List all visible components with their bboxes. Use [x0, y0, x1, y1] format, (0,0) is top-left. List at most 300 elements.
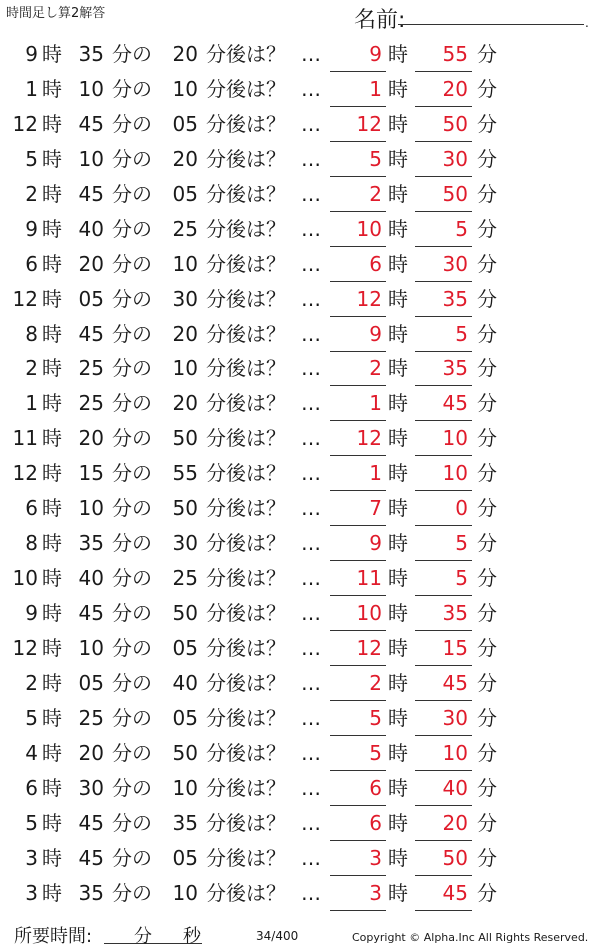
start-hour: 1 — [25, 391, 38, 416]
ellipsis: … — [301, 740, 321, 765]
answer-minute: 50 — [442, 111, 468, 136]
start-hour: 1 — [25, 76, 38, 101]
start-hour: 6 — [25, 251, 38, 276]
answer-hour-line — [330, 770, 386, 771]
hour-unit: 時 — [42, 496, 62, 521]
minute-of-unit: 分の — [112, 670, 152, 695]
problem-row — [0, 842, 600, 877]
minute-of-unit: 分の — [112, 216, 152, 241]
hour-unit: 時 — [42, 740, 62, 765]
minute-of-unit: 分の — [112, 740, 152, 765]
start-minute: 45 — [78, 111, 104, 136]
hour-unit: 時 — [42, 111, 62, 136]
answer-hour-line — [330, 281, 386, 282]
answer-hour-line — [330, 316, 386, 317]
after-question: 分後は？ — [206, 601, 286, 625]
problem-row — [0, 73, 600, 108]
answer-hour: 12 — [356, 286, 382, 311]
answer-hour-line — [330, 141, 386, 142]
answer-hour-line — [330, 106, 386, 107]
minute-of-unit: 分の — [112, 601, 152, 625]
answer-minute-line — [415, 106, 472, 107]
answer-minute-line — [415, 700, 472, 701]
hour-unit: 時 — [42, 670, 62, 695]
after-question: 分後は？ — [206, 705, 286, 730]
start-hour: 6 — [25, 496, 38, 521]
ellipsis: … — [301, 356, 321, 381]
answer-hour-line — [330, 805, 386, 806]
answer-hour-line — [330, 385, 386, 386]
answer-minute-line — [415, 840, 472, 841]
start-minute: 10 — [78, 76, 104, 101]
problem-row — [0, 38, 600, 73]
answer-hour: 12 — [356, 111, 382, 136]
hour-unit: 時 — [42, 76, 62, 101]
answer-hour: 1 — [369, 461, 382, 486]
problem-row — [0, 877, 600, 912]
answer-minute-unit: 分 — [477, 635, 497, 660]
answer-minute-unit: 分 — [477, 880, 497, 905]
start-minute: 30 — [78, 775, 104, 800]
after-question: 分後は？ — [206, 42, 286, 66]
start-minute: 35 — [78, 880, 104, 905]
added-minutes: 10 — [172, 356, 198, 381]
answer-minute-line — [415, 560, 472, 561]
after-question: 分後は？ — [206, 531, 286, 556]
hour-unit: 時 — [42, 321, 62, 346]
start-minute: 20 — [78, 740, 104, 765]
ellipsis: … — [301, 42, 321, 66]
added-minutes: 10 — [172, 251, 198, 276]
minute-of-unit: 分の — [112, 566, 152, 591]
ellipsis: … — [301, 880, 321, 905]
minute-of-unit: 分の — [112, 775, 152, 800]
answer-minute: 35 — [442, 356, 468, 381]
start-hour: 9 — [25, 601, 38, 625]
minute-of-unit: 分の — [112, 496, 152, 521]
answer-hour-unit: 時 — [388, 845, 408, 870]
minute-of-unit: 分の — [112, 111, 152, 136]
added-minutes: 10 — [172, 880, 198, 905]
answer-hour-unit: 時 — [388, 705, 408, 730]
minute-of-unit: 分の — [112, 356, 152, 381]
answer-hour-unit: 時 — [388, 775, 408, 800]
answer-minute: 15 — [442, 635, 468, 660]
answer-minute-unit: 分 — [477, 496, 497, 521]
answer-minute: 30 — [442, 251, 468, 276]
answer-minute: 5 — [455, 216, 468, 241]
start-minute: 40 — [78, 566, 104, 591]
answer-minute-unit: 分 — [477, 321, 497, 346]
answer-minute: 5 — [455, 566, 468, 591]
answer-minute-line — [415, 735, 472, 736]
minute-of-unit: 分の — [112, 461, 152, 486]
answer-minute-line — [415, 910, 472, 911]
ellipsis: … — [301, 705, 321, 730]
name-label: 名前: — [354, 8, 406, 33]
start-hour: 5 — [25, 810, 38, 835]
start-hour: 11 — [12, 426, 38, 451]
hour-unit: 時 — [42, 461, 62, 486]
answer-hour-unit: 時 — [388, 216, 408, 241]
problem-row — [0, 143, 600, 178]
start-hour: 9 — [25, 42, 38, 66]
answer-minute: 5 — [455, 531, 468, 556]
start-hour: 8 — [25, 321, 38, 346]
start-minute: 45 — [78, 321, 104, 346]
answer-hour-unit: 時 — [388, 321, 408, 346]
answer-minute-line — [415, 141, 472, 142]
answer-hour-line — [330, 665, 386, 666]
ellipsis: … — [301, 461, 321, 486]
answer-hour: 5 — [369, 705, 382, 730]
problem-row — [0, 632, 600, 667]
start-minute: 10 — [78, 496, 104, 521]
ellipsis: … — [301, 426, 321, 451]
after-question: 分後は？ — [206, 810, 286, 835]
hour-unit: 時 — [42, 601, 62, 625]
answer-hour-unit: 時 — [388, 42, 408, 66]
added-minutes: 05 — [172, 181, 198, 206]
hour-unit: 時 — [42, 286, 62, 311]
after-question: 分後は？ — [206, 496, 286, 521]
added-minutes: 20 — [172, 321, 198, 346]
start-hour: 9 — [25, 216, 38, 241]
answer-minute-line — [415, 805, 472, 806]
answer-hour-line — [330, 246, 386, 247]
copyright: Copyright © Alpha.Inc All Rights Reserved. — [352, 931, 589, 944]
start-minute: 05 — [78, 670, 104, 695]
answer-hour-unit: 時 — [388, 810, 408, 835]
problem-row — [0, 318, 600, 353]
start-minute: 25 — [78, 705, 104, 730]
start-hour: 5 — [25, 705, 38, 730]
after-question: 分後は？ — [206, 670, 286, 695]
added-minutes: 50 — [172, 496, 198, 521]
worksheet-title: 時間足し算2解答 — [6, 6, 106, 21]
answer-minute-line — [415, 630, 472, 631]
hour-unit: 時 — [42, 880, 62, 905]
problem-row — [0, 352, 600, 387]
answer-minute-unit: 分 — [477, 356, 497, 381]
minute-of-unit: 分の — [112, 845, 152, 870]
start-minute: 45 — [78, 845, 104, 870]
problem-list — [0, 38, 600, 911]
ellipsis: … — [301, 181, 321, 206]
ellipsis: … — [301, 810, 321, 835]
after-question: 分後は？ — [206, 181, 286, 206]
start-hour: 2 — [25, 356, 38, 381]
answer-minute-unit: 分 — [477, 286, 497, 311]
answer-hour: 1 — [369, 391, 382, 416]
after-question: 分後は？ — [206, 461, 286, 486]
answer-minute-line — [415, 176, 472, 177]
answer-hour-unit: 時 — [388, 461, 408, 486]
start-minute: 25 — [78, 356, 104, 381]
added-minutes: 50 — [172, 601, 198, 625]
answer-minute: 50 — [442, 181, 468, 206]
minute-of-unit: 分の — [112, 251, 152, 276]
answer-minute: 45 — [442, 670, 468, 695]
after-question: 分後は？ — [206, 775, 286, 800]
problem-row — [0, 702, 600, 737]
problem-row — [0, 667, 600, 702]
answer-minute: 10 — [442, 461, 468, 486]
hour-unit: 時 — [42, 426, 62, 451]
answer-hour-unit: 時 — [388, 601, 408, 625]
start-hour: 2 — [25, 670, 38, 695]
start-hour: 10 — [12, 566, 38, 591]
problem-row — [0, 807, 600, 842]
time-minute-unit: 分 — [134, 926, 152, 947]
start-hour: 12 — [12, 635, 38, 660]
start-minute: 20 — [78, 426, 104, 451]
added-minutes: 05 — [172, 111, 198, 136]
time-required-label: 所要時間: — [14, 926, 93, 947]
hour-unit: 時 — [42, 356, 62, 381]
hour-unit: 時 — [42, 775, 62, 800]
answer-minute-unit: 分 — [477, 705, 497, 730]
minute-of-unit: 分の — [112, 321, 152, 346]
hour-unit: 時 — [42, 531, 62, 556]
answer-minute-line — [415, 246, 472, 247]
minute-of-unit: 分の — [112, 391, 152, 416]
start-hour: 12 — [12, 461, 38, 486]
hour-unit: 時 — [42, 845, 62, 870]
answer-hour-unit: 時 — [388, 531, 408, 556]
start-minute: 45 — [78, 181, 104, 206]
problem-row — [0, 213, 600, 248]
ellipsis: … — [301, 496, 321, 521]
hour-unit: 時 — [42, 810, 62, 835]
start-minute: 40 — [78, 216, 104, 241]
answer-hour: 2 — [369, 181, 382, 206]
answer-hour-unit: 時 — [388, 76, 408, 101]
start-minute: 35 — [78, 42, 104, 66]
after-question: 分後は？ — [206, 845, 286, 870]
answer-hour-unit: 時 — [388, 391, 408, 416]
added-minutes: 05 — [172, 705, 198, 730]
answer-hour: 9 — [369, 531, 382, 556]
answer-minute-unit: 分 — [477, 42, 497, 66]
answer-hour-line — [330, 560, 386, 561]
answer-minute-unit: 分 — [477, 216, 497, 241]
start-hour: 6 — [25, 775, 38, 800]
answer-hour-unit: 時 — [388, 566, 408, 591]
added-minutes: 05 — [172, 845, 198, 870]
after-question: 分後は？ — [206, 356, 286, 381]
answer-minute-line — [415, 455, 472, 456]
answer-hour-line — [330, 420, 386, 421]
answer-hour: 5 — [369, 146, 382, 171]
answer-minute-line — [415, 385, 472, 386]
answer-hour: 9 — [369, 42, 382, 66]
answer-minute-unit: 分 — [477, 601, 497, 625]
answer-minute-unit: 分 — [477, 670, 497, 695]
answer-hour-line — [330, 875, 386, 876]
answer-minute-line — [415, 316, 472, 317]
ellipsis: … — [301, 251, 321, 276]
added-minutes: 30 — [172, 531, 198, 556]
answer-hour-unit: 時 — [388, 740, 408, 765]
problem-row — [0, 597, 600, 632]
added-minutes: 30 — [172, 286, 198, 311]
answer-hour-unit: 時 — [388, 111, 408, 136]
answer-minute-unit: 分 — [477, 845, 497, 870]
after-question: 分後は？ — [206, 111, 286, 136]
after-question: 分後は？ — [206, 76, 286, 101]
answer-minute: 20 — [442, 810, 468, 835]
answer-hour: 1 — [369, 76, 382, 101]
minute-of-unit: 分の — [112, 286, 152, 311]
start-minute: 20 — [78, 251, 104, 276]
answer-minute-line — [415, 420, 472, 421]
name-line — [398, 24, 584, 25]
answer-minute-unit: 分 — [477, 391, 497, 416]
hour-unit: 時 — [42, 635, 62, 660]
added-minutes: 35 — [172, 810, 198, 835]
answer-hour: 12 — [356, 635, 382, 660]
problem-row — [0, 283, 600, 318]
answer-hour-line — [330, 490, 386, 491]
ellipsis: … — [301, 286, 321, 311]
start-minute: 15 — [78, 461, 104, 486]
answer-hour-unit: 時 — [388, 426, 408, 451]
minute-of-unit: 分の — [112, 635, 152, 660]
problem-row — [0, 422, 600, 457]
answer-hour-line — [330, 176, 386, 177]
answer-minute-unit: 分 — [477, 251, 497, 276]
answer-hour: 2 — [369, 670, 382, 695]
answer-minute: 50 — [442, 845, 468, 870]
ellipsis: … — [301, 670, 321, 695]
answer-minute: 30 — [442, 146, 468, 171]
answer-hour: 9 — [369, 321, 382, 346]
answer-hour-unit: 時 — [388, 635, 408, 660]
hour-unit: 時 — [42, 251, 62, 276]
answer-hour-line — [330, 840, 386, 841]
problem-row — [0, 492, 600, 527]
start-hour: 5 — [25, 146, 38, 171]
after-question: 分後は？ — [206, 566, 286, 591]
answer-minute-line — [415, 71, 472, 72]
answer-hour-unit: 時 — [388, 251, 408, 276]
answer-hour-unit: 時 — [388, 496, 408, 521]
answer-minute: 10 — [442, 740, 468, 765]
answer-minute-unit: 分 — [477, 461, 497, 486]
minute-of-unit: 分の — [112, 181, 152, 206]
added-minutes: 20 — [172, 391, 198, 416]
start-hour: 4 — [25, 740, 38, 765]
answer-hour: 3 — [369, 845, 382, 870]
time-second-unit: 秒 — [183, 926, 201, 947]
start-hour: 2 — [25, 181, 38, 206]
answer-minute: 30 — [442, 705, 468, 730]
problem-row — [0, 457, 600, 492]
answer-minute-line — [415, 665, 472, 666]
start-hour: 8 — [25, 531, 38, 556]
after-question: 分後は？ — [206, 286, 286, 311]
answer-minute-line — [415, 770, 472, 771]
answer-hour-line — [330, 735, 386, 736]
ellipsis: … — [301, 391, 321, 416]
answer-hour-line — [330, 595, 386, 596]
start-hour: 3 — [25, 845, 38, 870]
answer-hour-line — [330, 630, 386, 631]
hour-unit: 時 — [42, 566, 62, 591]
start-minute: 35 — [78, 531, 104, 556]
start-minute: 05 — [78, 286, 104, 311]
answer-minute-unit: 分 — [477, 531, 497, 556]
added-minutes: 10 — [172, 775, 198, 800]
answer-hour: 3 — [369, 880, 382, 905]
name-end-mark: . — [585, 16, 589, 30]
after-question: 分後は？ — [206, 635, 286, 660]
answer-hour: 11 — [356, 566, 382, 591]
answer-hour-unit: 時 — [388, 670, 408, 695]
hour-unit: 時 — [42, 181, 62, 206]
answer-hour-unit: 時 — [388, 286, 408, 311]
answer-minute: 0 — [455, 496, 468, 521]
added-minutes: 40 — [172, 670, 198, 695]
added-minutes: 10 — [172, 76, 198, 101]
after-question: 分後は？ — [206, 740, 286, 765]
answer-hour: 12 — [356, 426, 382, 451]
problem-row — [0, 772, 600, 807]
ellipsis: … — [301, 775, 321, 800]
answer-minute-line — [415, 595, 472, 596]
answer-hour-line — [330, 455, 386, 456]
problem-row — [0, 248, 600, 283]
ellipsis: … — [301, 111, 321, 136]
answer-minute: 5 — [455, 321, 468, 346]
minute-of-unit: 分の — [112, 810, 152, 835]
answer-hour-line — [330, 351, 386, 352]
answer-minute-line — [415, 351, 472, 352]
answer-hour-line — [330, 71, 386, 72]
answer-hour-line — [330, 211, 386, 212]
minute-of-unit: 分の — [112, 531, 152, 556]
hour-unit: 時 — [42, 146, 62, 171]
start-minute: 45 — [78, 601, 104, 625]
minute-of-unit: 分の — [112, 76, 152, 101]
page-number: 34/400 — [256, 929, 299, 943]
answer-hour: 10 — [356, 216, 382, 241]
problem-row — [0, 527, 600, 562]
start-minute: 45 — [78, 810, 104, 835]
ellipsis: … — [301, 216, 321, 241]
after-question: 分後は？ — [206, 146, 286, 171]
added-minutes: 50 — [172, 426, 198, 451]
ellipsis: … — [301, 635, 321, 660]
answer-minute: 40 — [442, 775, 468, 800]
added-minutes: 20 — [172, 42, 198, 66]
minute-of-unit: 分の — [112, 146, 152, 171]
answer-minute-line — [415, 875, 472, 876]
ellipsis: … — [301, 566, 321, 591]
added-minutes: 05 — [172, 635, 198, 660]
answer-hour-line — [330, 700, 386, 701]
answer-hour: 6 — [369, 810, 382, 835]
answer-hour-unit: 時 — [388, 146, 408, 171]
added-minutes: 20 — [172, 146, 198, 171]
answer-minute-line — [415, 281, 472, 282]
start-hour: 12 — [12, 286, 38, 311]
added-minutes: 25 — [172, 566, 198, 591]
start-minute: 25 — [78, 391, 104, 416]
hour-unit: 時 — [42, 216, 62, 241]
answer-minute: 55 — [442, 42, 468, 66]
